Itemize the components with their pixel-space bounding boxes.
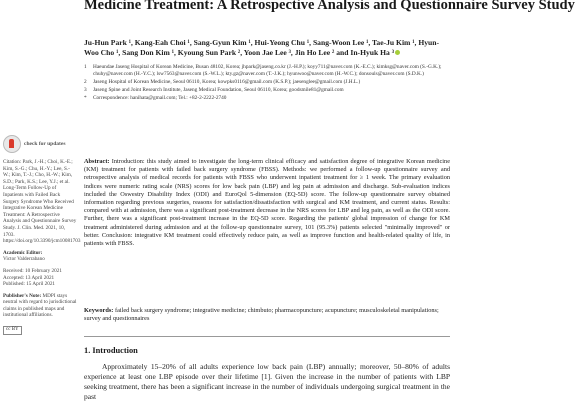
section-heading: 1. Introduction (84, 346, 138, 355)
affiliation-item (84, 64, 450, 78)
keywords-text: failed back surgery syndrome; integrative medicine; chimbuto; pharmacopuncture; acupuncture; musculoskeletal manipulations; survey and questionnaires (84, 307, 439, 323)
check-updates-badge[interactable] (3, 135, 77, 153)
author-names: Ju-Hun Park ¹, Kang-Eah Choi ¹, Sang-Gyun Kim ¹, Hui-Yeong Chu ¹, Sang-Woon Lee ¹, Tae-Ju Kim ¹, Hyun-Woo Cho ¹, Sang Don Kim ¹, Kyoung Sun Park ², Yoon Jae Lee ³, Jin Ho Lee ² and In-Hyuk Ha ³ (84, 38, 440, 57)
academic-editor (3, 250, 77, 263)
section-text (84, 362, 450, 402)
section-divider (84, 336, 450, 337)
publisher-note (3, 293, 77, 319)
article-sidebar (3, 135, 81, 337)
citation-block: Citation: Park, J.-H.; Choi, K.-E.; Kim, S.-G.; Chu, H.-Y.; Lee, S.-W.; Kim, T.-J.; Cho, H.-W.; Kim, S.D.; Park, K.S.; Lee, Y.J.; et al. Long-Term Follow-Up of Inpatients with Failed Back Surgery Syndrome Who Received Integrative Korean Medicine Treatment: A Retrospective Analysis and Questionnaire Survey Study. J. Clin. Med. 2021, 10, 1703. https://doi.org/10.3390/jcm10081703 (3, 159, 81, 245)
affiliation-text: Jaseng Spine and Joint Research Institute, Jaseng Medical Foundation, Seoul 06110, Korea; goodsmile81@gmail.com (93, 86, 344, 93)
orcid-icon[interactable] (395, 50, 400, 55)
keywords (84, 307, 450, 323)
article-title: Medicine Treatment: A Retrospective Analysis and Questionnaire Survey Study (84, 0, 575, 13)
abstract (84, 158, 450, 248)
affiliation-number: 3 (84, 86, 87, 93)
publisher-note-text: MDPI stays neutral with regard to jurisdictional claims in published maps and institutional affiliations. (3, 292, 77, 319)
license-badge[interactable]: cc BY (3, 326, 22, 335)
abstract-label: Abstract: (84, 158, 110, 165)
affiliation-text: Haeundae Jaseng Hospital of Korean Medicine, Busan 48102, Korea; jhpark@jaseng.co.kr (J.-H.P.); koyy711@naver.com (K.-E.C.); kimksg@naver.com (S.-G.K.); chuhy@naver.com (H.-Y.C.); lsw7563@naver.com (S.-W.L.); kty.gz@naver.com (T.-J.K.); hyunwoo@naver.com (H.-W.C.); donsouls@naver.com (S.D.K.) (93, 64, 442, 77)
affiliation-number: * (84, 94, 87, 101)
affiliation-item (84, 95, 450, 102)
affiliation-number: 1 (84, 64, 87, 70)
abstract-text: Introduction: this study aimed to investigate the long-term clinical efficacy and satisfaction degree of integrative Korean medicine (KM) treatment for patients with failed back surgery syndrome (FBSS). Methods: we performed a follow-up questionnaire survey and retrospective analysis of medical records for patients with FBSS who underwent inpatient treatment for ≥ 1 week. The primary evaluation indices were numeric rating scale (NRS) scores for low back pain (LBP) and leg pain at admission and discharge. Sub-evaluation indices included the Oswestry Disability Index (ODI) and EuroQol 5-dimension (EQ-5D) score. The follow-up questionnaire survey obtained information regarding previous surgeries, reasons for satisfaction/dissatisfaction with surgical and KM treatment, and current status. Results: compared with at admission, there was a significant post-treatment decrease in the NRS scores for LBP and leg pain, as well as the ODI score. Further, there was a significant post-treatment increase in the EQ-5D score. Regarding the patients' global impression of change for KM treatment administered during admission and at the follow-up questionnaire survey, 101 (95.3%) patients selected "minimally improved" or better. Conclusion: integrative KM treatment could effectively reduce pain, as well as improve function and health-related quality of life, in patients with FBSS. (84, 158, 450, 248)
affiliation-text: Jaseng Hospital of Korean Medicine, Seoul 06110, Korea; kowpks0116@gmail.com (K.S.P.); jaesenglee@gmail.com (J.H.L.) (93, 78, 361, 85)
publisher-note-heading: Publisher's Note: (3, 292, 42, 299)
author-list (84, 38, 450, 57)
affiliation-item (84, 87, 450, 94)
check-updates-icon (3, 135, 21, 153)
check-updates-label: check for updates (24, 141, 66, 147)
publication-dates: Received: 10 February 2021 Accepted: 13 April 2021 Published: 15 April 2021 (3, 267, 62, 288)
editor-heading: Academic Editor: (3, 249, 43, 256)
editor-name: Victor Valderrabano (3, 256, 45, 263)
affiliation-number: 2 (84, 78, 87, 85)
affiliation-text: Correspondence: hanihata@gmail.com; Tel.: +82-2-2222-2740 (93, 94, 227, 101)
affiliations (84, 64, 450, 103)
intro-paragraph: Approximately 15–20% of all adults experience low back pain (LBP) annually; moreover, 50–80% of adults experience at least one LBP episode over their lifetime [1]. Given the increase in the number of patients with LBP seeking treatment, there has been a significant increase in the number of individuals undergoing surgical treatment in the past (84, 362, 450, 401)
affiliation-item (84, 79, 450, 86)
keywords-label: Keywords: (84, 307, 114, 314)
